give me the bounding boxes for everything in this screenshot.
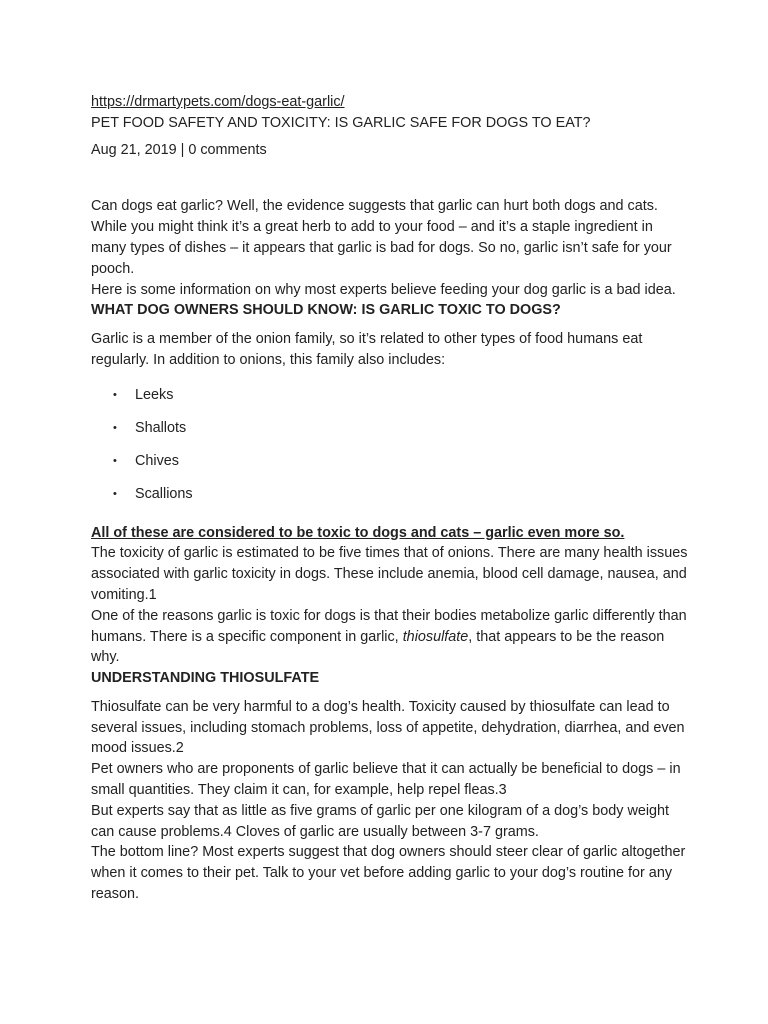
section2-paragraph-3: But experts say that as little as five grams of garlic per one kilogram of a dog’s body weight can cause problems.4 Cloves of garlic are usually between 3-7 grams. <box>91 802 670 840</box>
list-item: • Shallots <box>113 418 688 439</box>
section2-paragraph-4: The bottom line? Most experts suggest that dog owners should steer clear of garlic altogether when it comes to their pet. Talk to your vet before adding garlic to your dog’s routine for any reason. <box>91 844 686 903</box>
text-run: , that appears to be the reason why. <box>91 628 665 666</box>
article-title: PET FOOD SAFETY AND TOXICITY: IS GARLIC SAFE FOR DOGS TO EAT? <box>91 114 591 131</box>
section2-paragraph-1: Thiosulfate can be very harmful to a dog’s health. Toxicity caused by thiosulfate can lead to several issues, including stomach problems, loss of appetite, dehydration, diarrhea, and even mood issues.2 <box>91 698 685 757</box>
section1-paragraph-3 <box>91 606 688 668</box>
intro-paragraph-2: Here is some information on why most experts believe feeding your dog garlic is a bad idea. <box>91 281 676 298</box>
thiosulfate-term: thiosulfate <box>402 628 469 645</box>
section2-paragraph-2: Pet owners who are proponents of garlic believe that it can actually be beneficial to dogs – in small quantities. They claim it can, for example, help repel fleas.3 <box>91 761 681 799</box>
intro-paragraph-1: Can dogs eat garlic? Well, the evidence suggests that garlic can hurt both dogs and cats. While you might think it’s a great herb to add to your food – and it’s a staple ingredient in many types of dishes – it appears that garlic is bad for dogs. So no, garlic isn’t safe for your pooch. <box>91 198 672 277</box>
section1-paragraph-2: The toxicity of garlic is estimated to be five times that of onions. There are many health issues associated with garlic toxicity in dogs. These include anemia, blood cell damage, nausea, and vomiting.1 <box>91 545 688 603</box>
toxic-callout: All of these are considered to be toxic to dogs and cats – garlic even more so. <box>91 524 625 541</box>
list-item: • Chives <box>113 451 688 472</box>
list-item: • Scallions <box>113 484 688 505</box>
section-heading-garlic-toxic: WHAT DOG OWNERS SHOULD KNOW: IS GARLIC TOXIC TO DOGS? <box>91 302 561 319</box>
source-url-link[interactable]: https://drmartypets.com/dogs-eat-garlic/ <box>91 94 345 110</box>
list-item: • Leeks <box>113 385 688 406</box>
text-run: One of the reasons garlic is toxic for dogs is that their bodies metabolize garlic differently than humans. There is a specific component in garlic, <box>91 607 687 645</box>
onion-family-list <box>91 385 688 505</box>
article-meta: Aug 21, 2019 | 0 comments <box>91 141 267 158</box>
section1-paragraph-1: Garlic is a member of the onion family, so it’s related to other types of food humans eat regularly. In addition to onions, this family also includes: <box>91 331 643 368</box>
section-heading-thiosulfate: UNDERSTANDING THIOSULFATE <box>91 670 320 687</box>
